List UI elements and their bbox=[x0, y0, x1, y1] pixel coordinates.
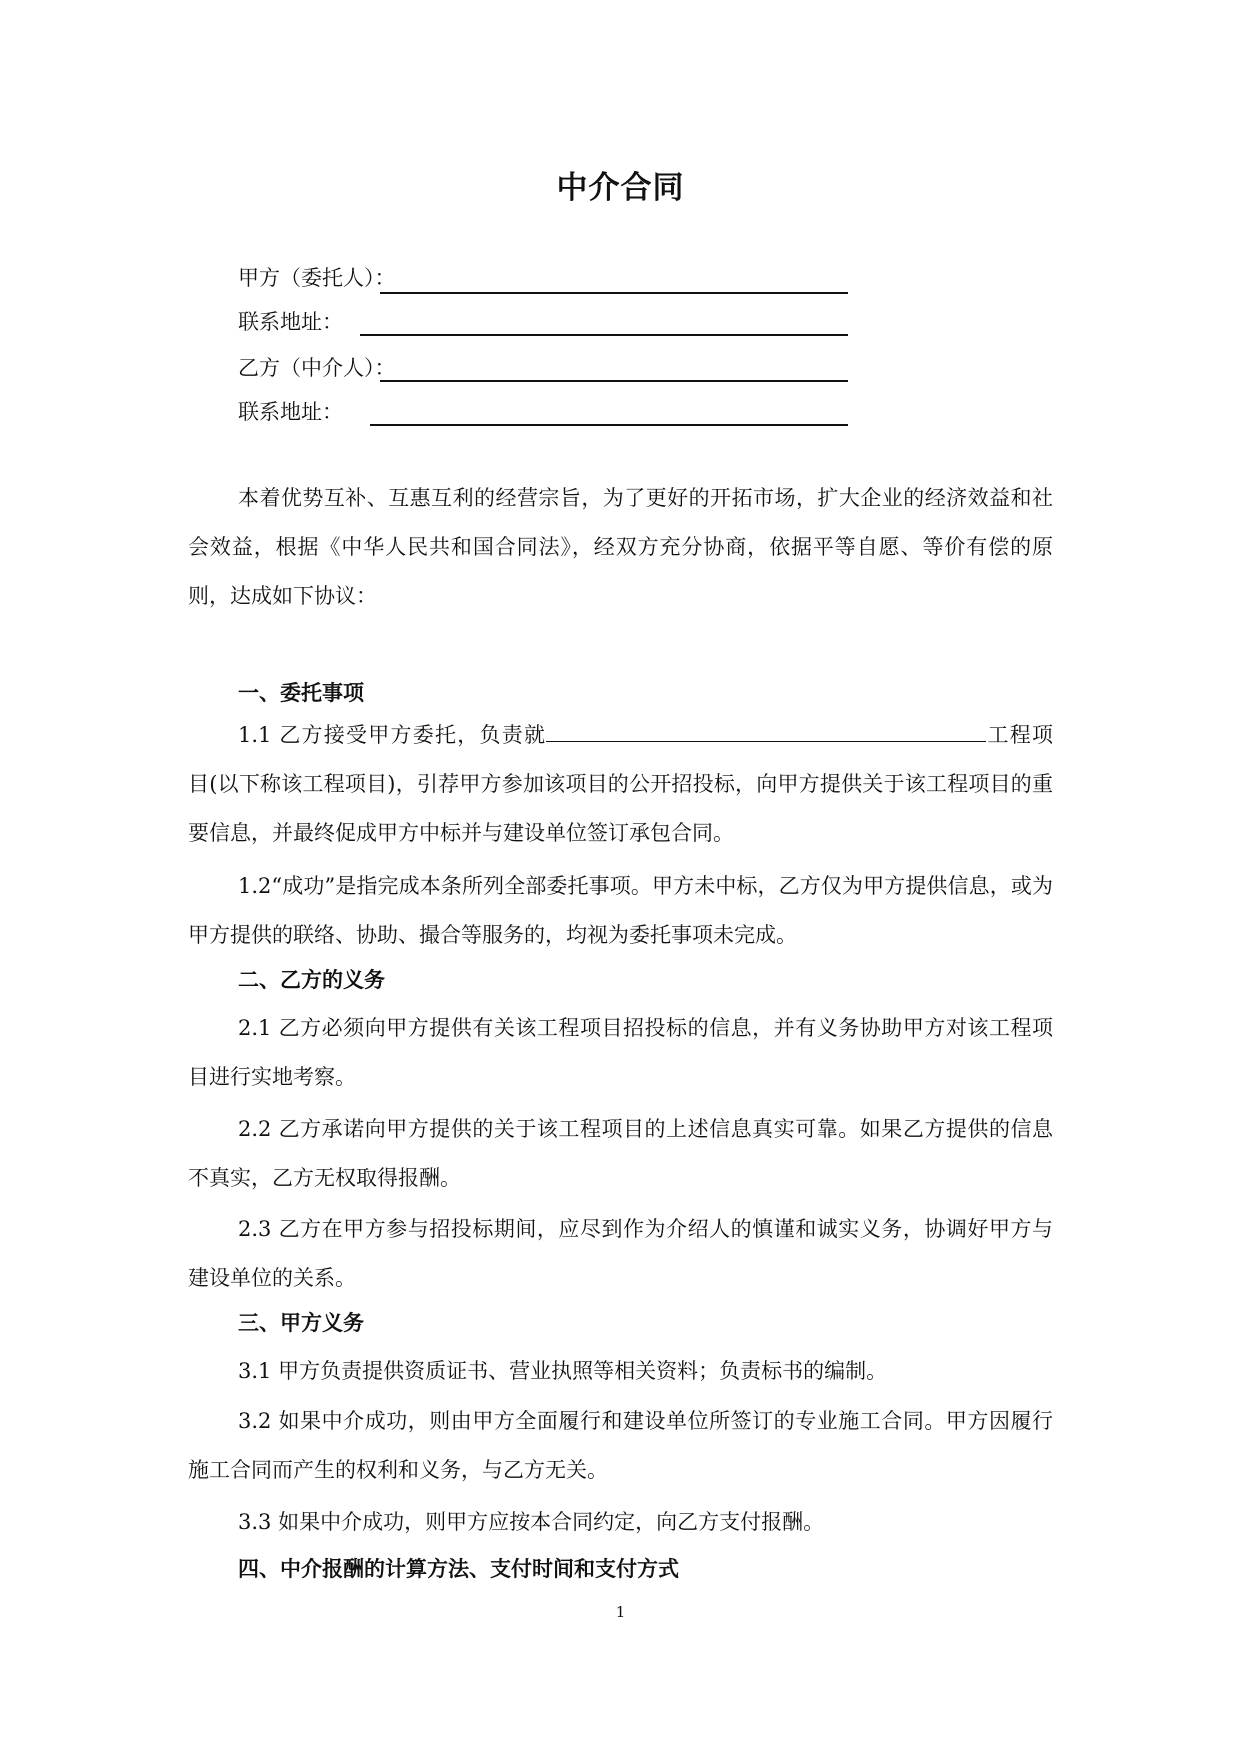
document-title: 中介合同 bbox=[556, 170, 685, 206]
clause-2-1: 2.1 乙方必须向甲方提供有关该工程项目招投标的信息，并有义务协助甲方对该工程项目进行实地考察。 bbox=[188, 1016, 1053, 1089]
section-1-heading: 一、委托事项 bbox=[238, 680, 364, 705]
party-b-blank-line[interactable] bbox=[380, 380, 848, 382]
project-name-blank[interactable] bbox=[546, 719, 986, 742]
section-2-heading: 二、乙方的义务 bbox=[238, 967, 385, 992]
party-b-row bbox=[238, 352, 958, 392]
clause-3-1: 3.1 甲方负责提供资质证书、营业执照等相关资料；负责标书的编制。 bbox=[238, 1359, 888, 1383]
clause-1-1 bbox=[188, 711, 1053, 858]
clause-2-2: 2.2 乙方承诺向甲方提供的关于该工程项目的上述信息真实可靠。如果乙方提供的信息不真实，乙方无权取得报酬。 bbox=[188, 1117, 1053, 1190]
clause-1-1-text-after: 工程项目(以下称该工程项目)，引荐甲方参加该项目的公开招投标，向甲方提供关于该工程项目的重要信息，并最终促成甲方中标并与建设单位签订承包合同。 bbox=[188, 723, 1054, 845]
party-a-row bbox=[238, 262, 958, 302]
party-b-address-blank-line[interactable] bbox=[370, 424, 848, 426]
party-a-label: 甲方（委托人）： bbox=[238, 266, 396, 290]
section-4-heading: 四、中介报酬的计算方法、支付时间和支付方式 bbox=[238, 1556, 679, 1581]
preamble-paragraph: 本着优势互补、互惠互利的经营宗旨，为了更好的开拓市场，扩大企业的经济效益和社会效益，根据《中华人民共和国合同法》，经双方充分协商，依据平等自愿、等价有偿的原则，达成如下协议： bbox=[188, 486, 1053, 608]
party-b-address-row bbox=[238, 396, 958, 436]
clause-3-3: 3.3 如果中介成功，则甲方应按本合同约定，向乙方支付报酬。 bbox=[238, 1510, 825, 1534]
party-a-address-blank-line[interactable] bbox=[360, 334, 848, 336]
clause-1-2: 1.2“成功”是指完成本条所列全部委托事项。甲方未中标，乙方仅为甲方提供信息，或为甲方提供的联络、协助、撮合等服务的，均视为委托事项未完成。 bbox=[188, 874, 1053, 947]
party-a-blank-line[interactable] bbox=[380, 292, 848, 294]
clause-2-3: 2.3 乙方在甲方参与招投标期间，应尽到作为介绍人的慎谨和诚实义务，协调好甲方与建设单位的关系。 bbox=[188, 1217, 1053, 1290]
party-a-address-row bbox=[238, 306, 958, 346]
section-3-heading: 三、甲方义务 bbox=[238, 1310, 364, 1335]
party-b-label: 乙方（中介人）： bbox=[238, 356, 396, 380]
party-a-address-label: 联系地址： bbox=[238, 310, 343, 334]
clause-3-2: 3.2 如果中介成功，则由甲方全面履行和建设单位所签订的专业施工合同。甲方因履行施工合同而产生的权利和义务，与乙方无关。 bbox=[188, 1409, 1053, 1482]
page-number: 1 bbox=[615, 1603, 626, 1621]
clause-1-1-text-before: 1.1 乙方接受甲方委托，负责就 bbox=[238, 723, 547, 747]
party-b-address-label: 联系地址： bbox=[238, 400, 343, 424]
